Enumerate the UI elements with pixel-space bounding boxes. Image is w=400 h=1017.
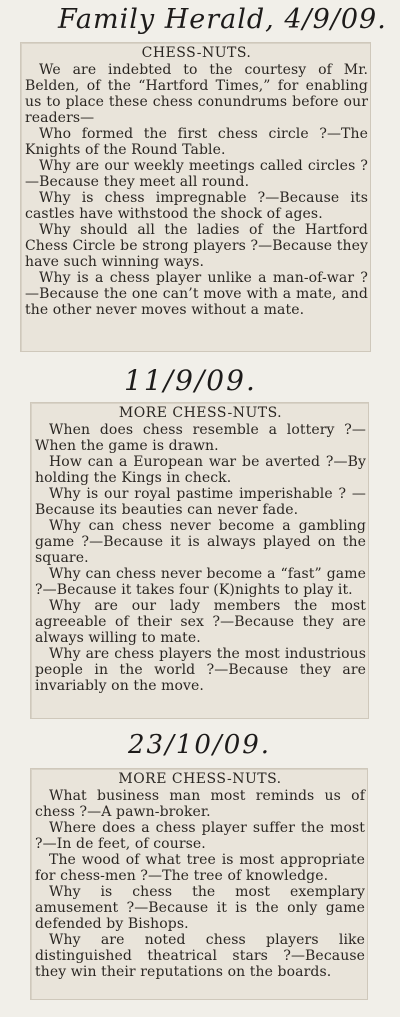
clipping-paragraph: The wood of what tree is most appropriate for chess-men ?—The tree of knowledge. bbox=[35, 852, 365, 884]
clipping-paragraph: How can a European war be averted ?—By holding the Kings in check. bbox=[35, 454, 366, 486]
clipping-title: MORE CHESS-NUTS. bbox=[118, 405, 283, 421]
clipping-paragraph: Why is a chess player unlike a man-of-war ?—Because the one can’t move with a mate, and the other never moves without a mate. bbox=[25, 270, 368, 318]
clipping-paragraph: Why is chess the most exemplary amusement ?—Because it is the only game defended by Bishops. bbox=[35, 884, 365, 932]
handwritten-date-1: Family Herald, 4/9/09. bbox=[58, 4, 387, 35]
clipping-paragraph: Why is our royal pastime imperishable ? —Because its beauties can never fade. bbox=[35, 486, 366, 518]
newspaper-clipping-3 bbox=[30, 768, 368, 1000]
newspaper-clipping-1 bbox=[20, 42, 371, 352]
handwritten-date-2: 11/9/09. bbox=[124, 364, 257, 397]
clipping-paragraph: Who formed the first chess circle ?—The Knights of the Round Table. bbox=[25, 126, 368, 158]
clipping-title: CHESS-NUTS. bbox=[141, 45, 252, 61]
clipping-paragraph: Where does a chess player suffer the most ?—In de feet, of course. bbox=[35, 820, 365, 852]
clipping-paragraph: Why are our lady members the most agreeable of their sex ?—Because they are always willing to mate. bbox=[35, 598, 366, 646]
clipping-paragraph: When does chess resemble a lottery ?— When the game is drawn. bbox=[35, 422, 366, 454]
clipping-paragraph: We are indebted to the courtesy of Mr. Belden, of the “Hartford Times,” for enabling us to place these chess conundrums before our readers— bbox=[25, 62, 368, 126]
clipping-paragraph: Why is chess impregnable ?—Because its castles have withstood the shock of ages. bbox=[25, 190, 368, 222]
clipping-paragraph: Why are noted chess players like distinguished theatrical stars ?—Because they win their reputations on the boards. bbox=[35, 932, 365, 980]
clipping-title: MORE CHESS-NUTS. bbox=[118, 771, 282, 787]
clipping-paragraph: Why can chess never become a “fast” game ?—Because it takes four (K)nights to play it. bbox=[35, 566, 366, 598]
newspaper-clipping-2 bbox=[30, 402, 369, 719]
clipping-paragraph: Why can chess never become a gambling game ?—Because it is always played on the square. bbox=[35, 518, 366, 566]
handwritten-date-3: 23/10/09. bbox=[128, 730, 272, 760]
clipping-paragraph: Why are our weekly meetings called circles ? —Because they meet all round. bbox=[25, 158, 368, 190]
clipping-paragraph: Why should all the ladies of the Hartford Chess Circle be strong players ?—Because they have such winning ways. bbox=[25, 222, 368, 270]
clipping-paragraph: Why are chess players the most industrious people in the world ?—Because they are invariably on the move. bbox=[35, 646, 366, 694]
clipping-paragraph: What business man most reminds us of chess ?—A pawn-broker. bbox=[35, 788, 365, 820]
